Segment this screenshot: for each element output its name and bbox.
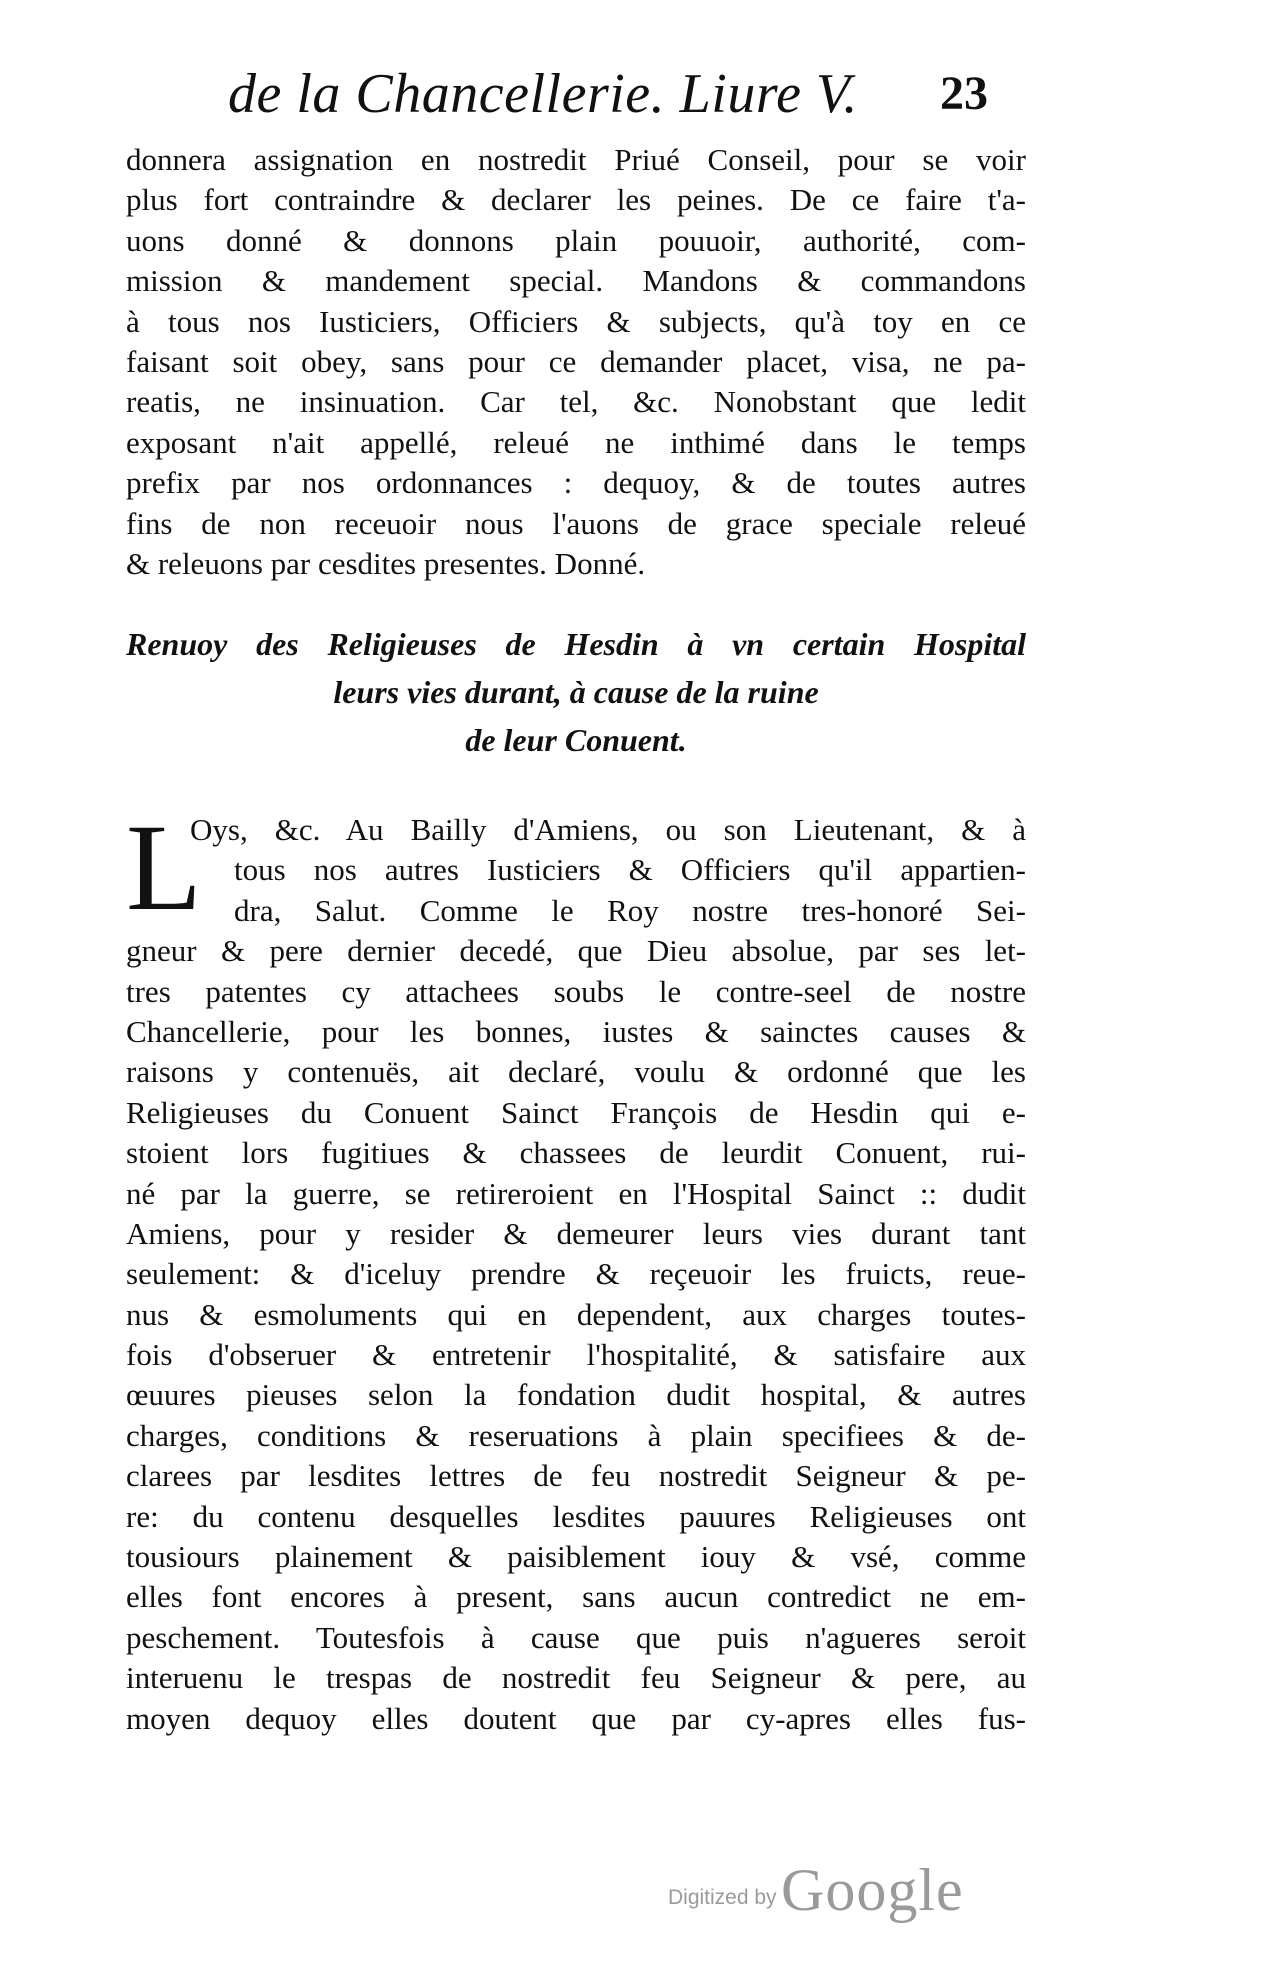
text-line: uons donné & donnons plain pouuoir, authorité, com- — [126, 222, 1026, 258]
text-line: interuenu le trespas de nostredit feu Seigneur & pere, au — [126, 1660, 1026, 1696]
heading-line: leurs vies durant, à cause de la ruine — [333, 674, 819, 710]
text-line: reatis, ne insinuation. Car tel, &c. Nonobstant que ledit — [126, 384, 1026, 420]
text-line: mission & mandement special. Mandons & commandons — [126, 263, 1026, 299]
text-line: donnera assignation en nostredit Priué Conseil, pour se voir — [126, 142, 1026, 177]
text-line: nus & esmoluments qui en dependent, aux charges toutes- — [126, 1296, 1026, 1332]
text-line: plus fort contraindre & declarer les peines. De ce faire t'a- — [126, 182, 1026, 218]
text-line: re: du contenu desquelles lesdites pauures Religieuses ont — [126, 1498, 1026, 1534]
paragraph-2 — [126, 810, 1026, 1739]
text-line: tres patentes cy attachees soubs le contre-seel de nostre — [126, 973, 1026, 1009]
text-line: à tous nos Iusticiers, Officiers & subjects, qu'à toy en ce — [126, 303, 1026, 339]
text-line: gneur & pere dernier decedé, que Dieu absolue, par ses let- — [126, 933, 1026, 969]
text-line: peschement. Toutesfois à cause que puis n'agueres seroit — [126, 1619, 1026, 1655]
page-header — [228, 62, 988, 132]
drop-cap: L — [126, 799, 202, 936]
text-line: prefix par nos ordonnances : dequoy, & de toutes autres — [126, 465, 1026, 501]
text-line: Religieuses du Conuent Sainct François de Hesdin qui e- — [126, 1094, 1026, 1130]
paragraph-1 — [126, 140, 1026, 584]
page-number: 23 — [940, 67, 988, 120]
text-line: né par la guerre, se retireroient en l'Hospital Sainct :: dudit — [126, 1175, 1026, 1211]
text-line: clarees par lesdites lettres de feu nostredit Seigneur & pe- — [126, 1458, 1026, 1494]
text-line: elles font encores à present, sans aucun contredict ne em- — [126, 1579, 1026, 1615]
running-title: de la Chancellerie. Liure V. — [228, 63, 858, 125]
text-line: Chancellerie, pour les bonnes, iustes & sainctes causes & — [126, 1013, 1026, 1049]
text-line: stoient lors fugitiues & chassees de leurdit Conuent, rui- — [126, 1135, 1026, 1171]
text-line: dra, Salut. Comme le Roy nostre tres-honoré Sei- — [234, 892, 1026, 928]
text-line: Oys, &c. Au Bailly d'Amiens, ou son Lieutenant, & à — [190, 812, 1026, 847]
digitization-watermark — [668, 1856, 964, 1925]
text-line: faisant soit obey, sans pour ce demander placet, visa, ne pa- — [126, 343, 1026, 379]
text-line: & releuons par cesdites presentes. Donné. — [126, 545, 646, 581]
text-line: œuures pieuses selon la fondation dudit hospital, & autres — [126, 1377, 1026, 1413]
text-line: exposant n'ait appellé, releué ne inthimé dans le temps — [126, 424, 1026, 460]
text-line: tous nos autres Iusticiers & Officiers qu'il appartien- — [234, 852, 1026, 888]
text-line: raisons y contenuës, ait declaré, voulu & ordonné que les — [126, 1054, 1026, 1090]
heading-line: de leur Conuent. — [465, 722, 687, 758]
text-line: fins de non receuoir nous l'auons de grace speciale releué — [126, 505, 1026, 541]
heading-line: Renuoy des Religieuses de Hesdin à vn certain Hospital — [126, 626, 1026, 662]
text-line: charges, conditions & reseruations à plain specifiees & de- — [126, 1417, 1026, 1453]
text-line: tousiours plainement & paisiblement iouy & vsé, comme — [126, 1539, 1026, 1575]
section-heading — [126, 620, 1026, 764]
text-line: Amiens, pour y resider & demeurer leurs vies durant tant — [126, 1215, 1026, 1251]
digitized-by-label: Digitized by — [668, 1886, 777, 1909]
text-line: fois d'obseruer & entretenir l'hospitalité, & satisfaire aux — [126, 1337, 1026, 1373]
text-line: moyen dequoy elles doutent que par cy-apres elles fus- — [126, 1700, 1026, 1736]
text-line: seulement: & d'iceluy prendre & reçeuoir les fruicts, reue- — [126, 1256, 1026, 1292]
google-logo-text: Google — [781, 1857, 964, 1923]
